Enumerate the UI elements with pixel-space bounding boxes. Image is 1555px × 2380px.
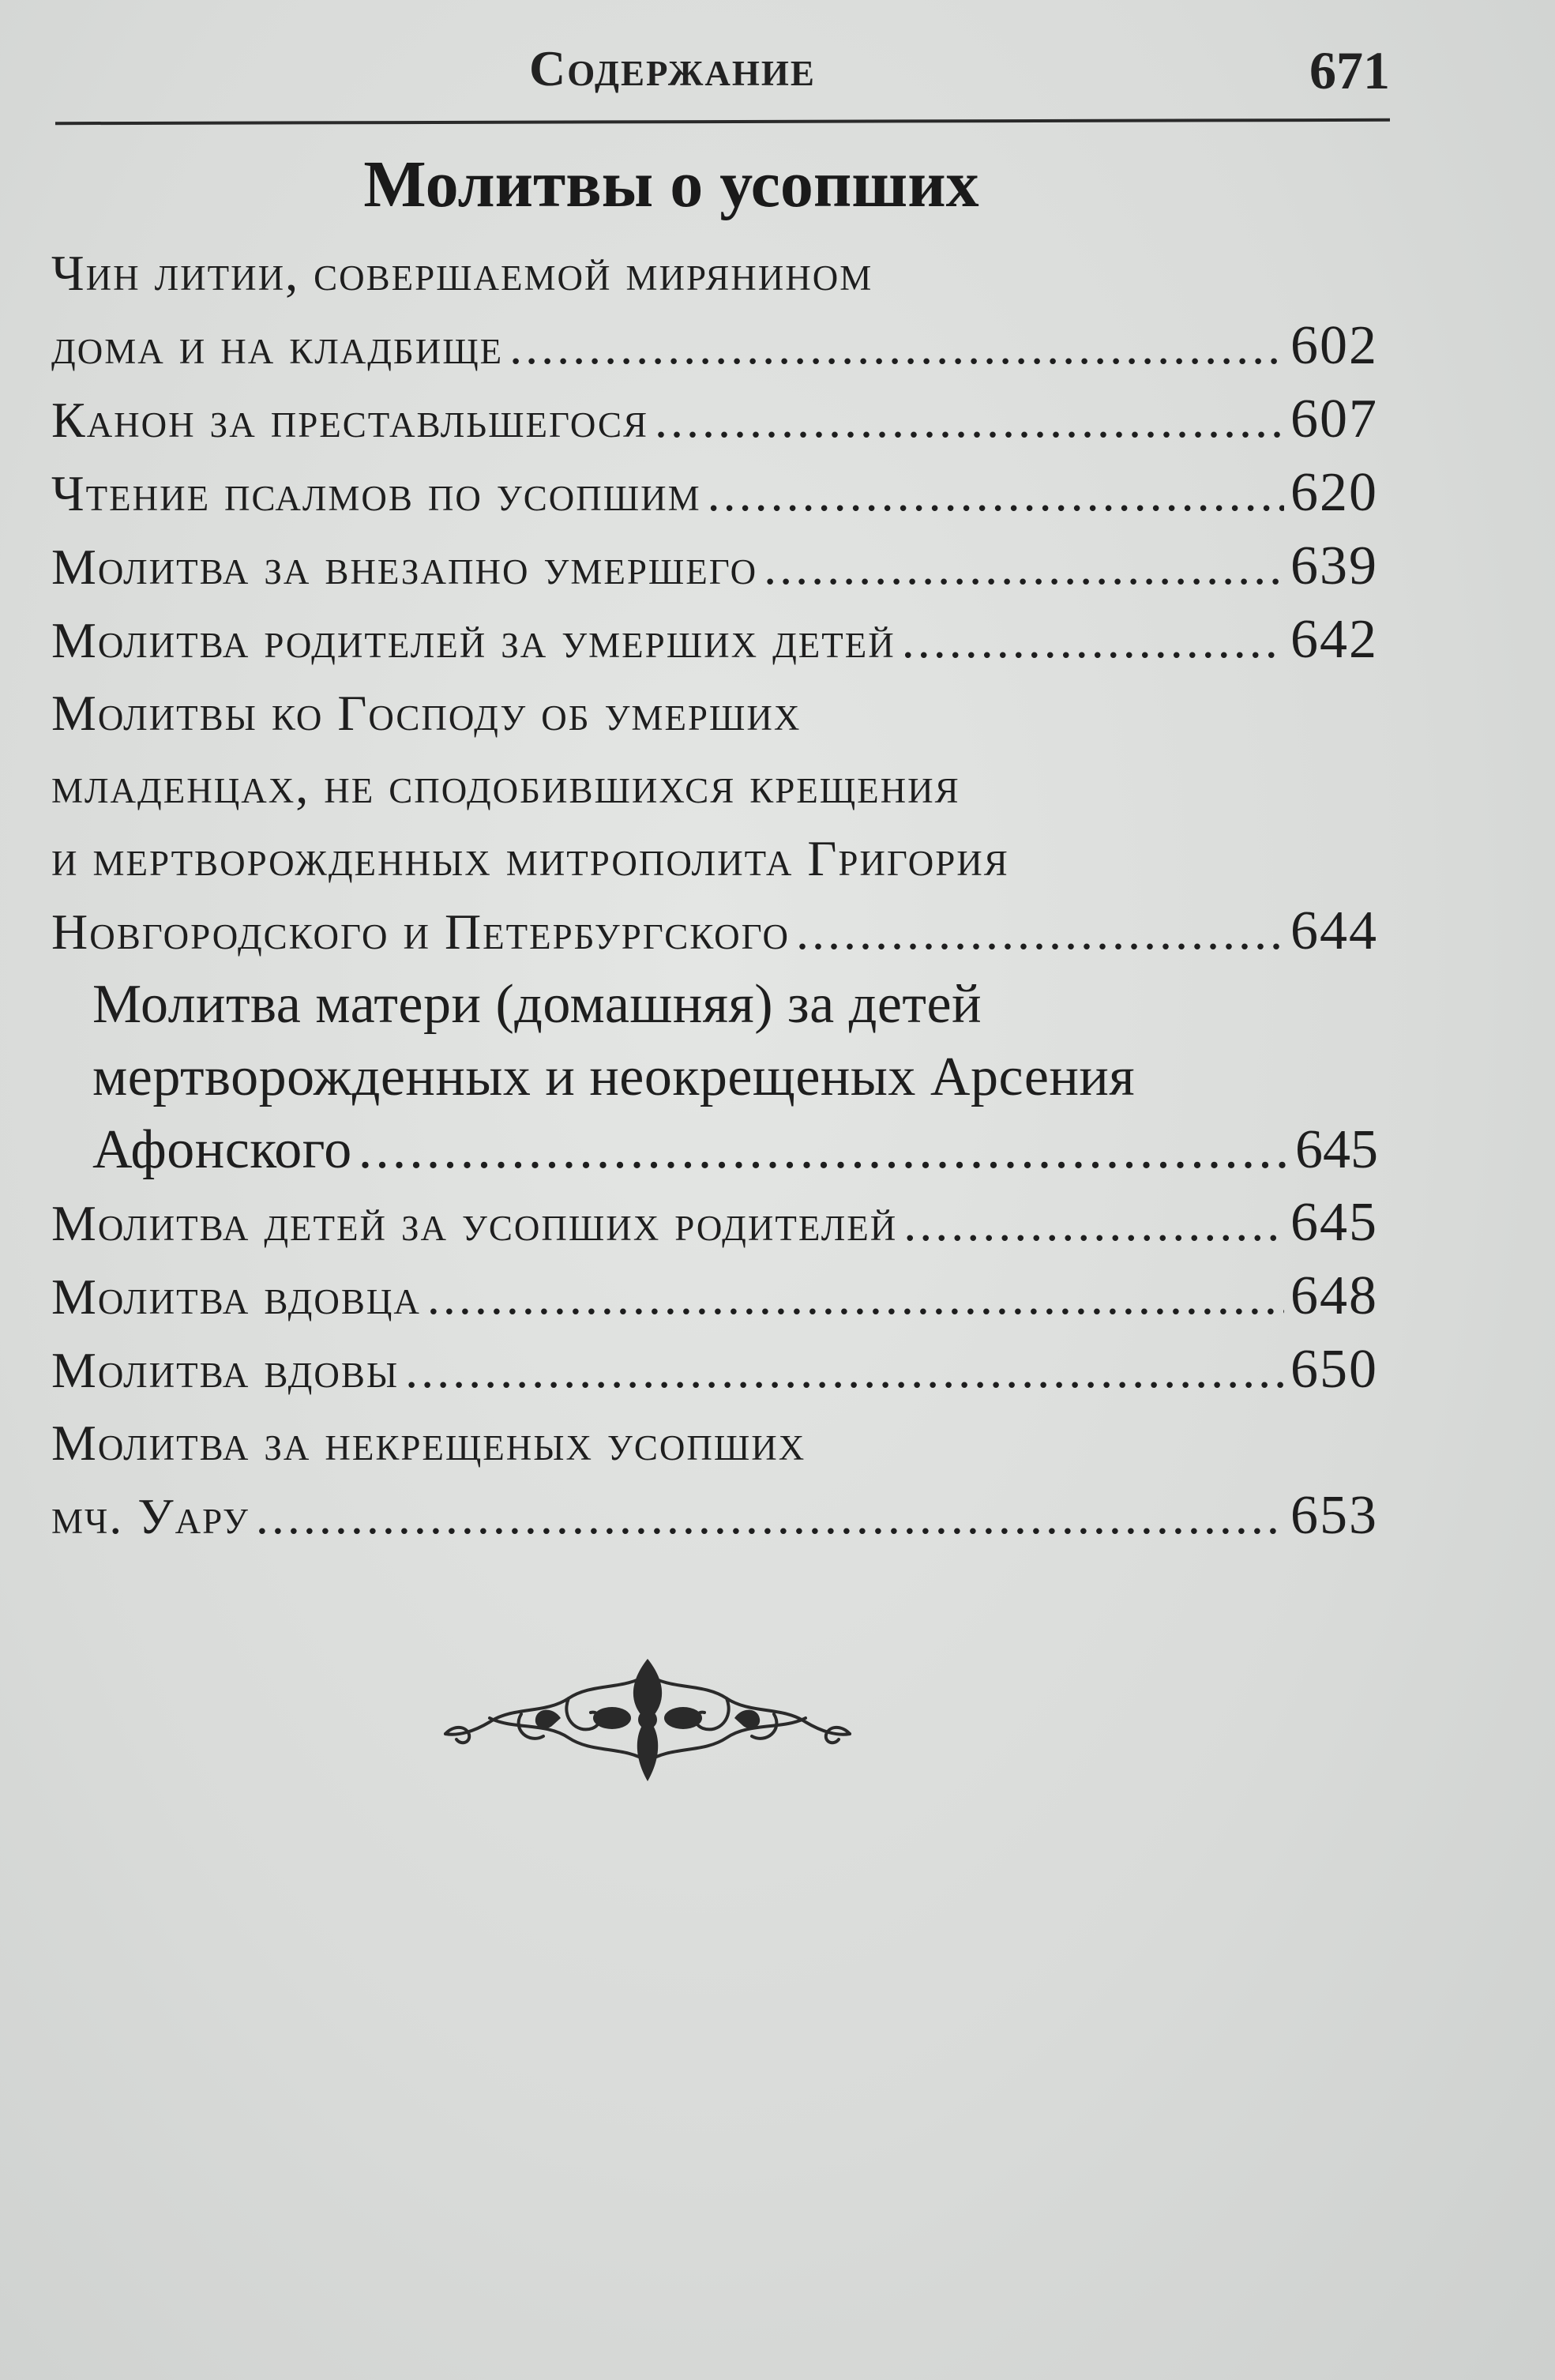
dot-leader	[256, 1480, 1284, 1553]
toc-entry-line: Молитва матери (домашняя) за детей	[92, 974, 982, 1035]
toc-entry-page: 639	[1290, 536, 1378, 596]
toc-entry-last-line	[92, 1114, 1378, 1186]
toc-entry-line: Чин литии, совершаемой мирянином	[51, 245, 873, 301]
acanthus-ornament-icon	[442, 1643, 853, 1793]
toc-entry	[51, 530, 1378, 603]
toc-entry	[51, 457, 1378, 530]
toc-entry-last-line	[51, 383, 1378, 457]
toc-entry	[51, 1333, 1378, 1407]
toc-entry-title: Молитва детей за усопших родителей	[51, 1195, 898, 1251]
toc-entry-page: 653	[1290, 1485, 1378, 1546]
toc-entry-last-line	[51, 895, 1378, 968]
page-number: 671	[1309, 40, 1390, 100]
toc-entry-last-line	[51, 603, 1378, 677]
dot-leader	[427, 1261, 1284, 1333]
toc-entry	[51, 237, 1378, 383]
toc-entry-title: Афонского	[92, 1119, 352, 1180]
toc-entry-page: 644	[1290, 900, 1378, 961]
toc-entry-title: Молитва родителей за умерших детей	[51, 612, 896, 668]
toc-entry-title: Молитва за внезапно умершего	[51, 539, 758, 595]
toc-entry-line: младенцах, не сподобившихся крещения	[51, 758, 960, 814]
toc-entry-page: 645	[1295, 1119, 1378, 1180]
dot-leader	[903, 1187, 1284, 1260]
toc-entry-title: Канон за преставльшегося	[51, 392, 649, 448]
toc-entry-last-line	[51, 1333, 1378, 1407]
dot-leader	[764, 531, 1284, 603]
running-title: Содержание	[529, 40, 816, 96]
toc-entry-page: 607	[1290, 389, 1378, 449]
running-head	[55, 32, 1390, 126]
toc-entry	[51, 603, 1378, 677]
toc-entry	[51, 1260, 1378, 1333]
toc-entry-page: 642	[1290, 609, 1378, 670]
toc-entry-last-line	[51, 457, 1378, 530]
dot-leader	[359, 1114, 1289, 1186]
dot-leader	[509, 310, 1284, 383]
dot-leader	[796, 896, 1284, 968]
dot-leader	[655, 384, 1284, 457]
toc-entry-line: Молитва за некрещеных усопших	[51, 1415, 806, 1471]
toc-entry-title: Новгородского и Петербургского	[51, 904, 791, 960]
section-title: Молитвы о усопших	[363, 148, 979, 221]
toc-entry-line: мертворожденных и неокрещеных Арсения	[92, 1047, 1136, 1107]
table-of-contents	[51, 237, 1378, 1553]
toc-entry-title: Молитва вдовца	[51, 1269, 421, 1325]
dot-leader	[405, 1334, 1284, 1407]
head-rule	[55, 118, 1390, 125]
toc-entry-title: Молитва вдовы	[51, 1342, 400, 1398]
toc-entry-line: и мертворожденных митрополита Григория	[51, 830, 1009, 886]
toc-entry-title: дома и на кладбище	[51, 318, 504, 374]
toc-entry	[51, 383, 1378, 457]
toc-entry-page: 620	[1290, 462, 1378, 523]
toc-entry	[51, 968, 1378, 1186]
toc-entry-last-line	[51, 310, 1378, 383]
toc-entry-line: Молитвы ко Господу об умерших	[51, 685, 802, 741]
toc-entry	[51, 677, 1378, 968]
toc-entry-last-line	[51, 1186, 1378, 1260]
toc-entry	[51, 1186, 1378, 1260]
toc-entry-page: 645	[1290, 1192, 1378, 1253]
dot-leader	[902, 604, 1284, 677]
toc-entry-page: 648	[1290, 1265, 1378, 1326]
toc-entry-last-line	[51, 530, 1378, 603]
toc-entry-page: 650	[1290, 1339, 1378, 1400]
toc-entry-page: 602	[1290, 315, 1378, 376]
toc-entry-last-line	[51, 1480, 1378, 1553]
toc-entry-last-line	[51, 1260, 1378, 1333]
toc-entry-title: мч. Уару	[51, 1488, 250, 1544]
toc-entry	[51, 1407, 1378, 1553]
dot-leader	[708, 457, 1284, 530]
toc-entry-title: Чтение псалмов по усопшим	[51, 465, 701, 521]
